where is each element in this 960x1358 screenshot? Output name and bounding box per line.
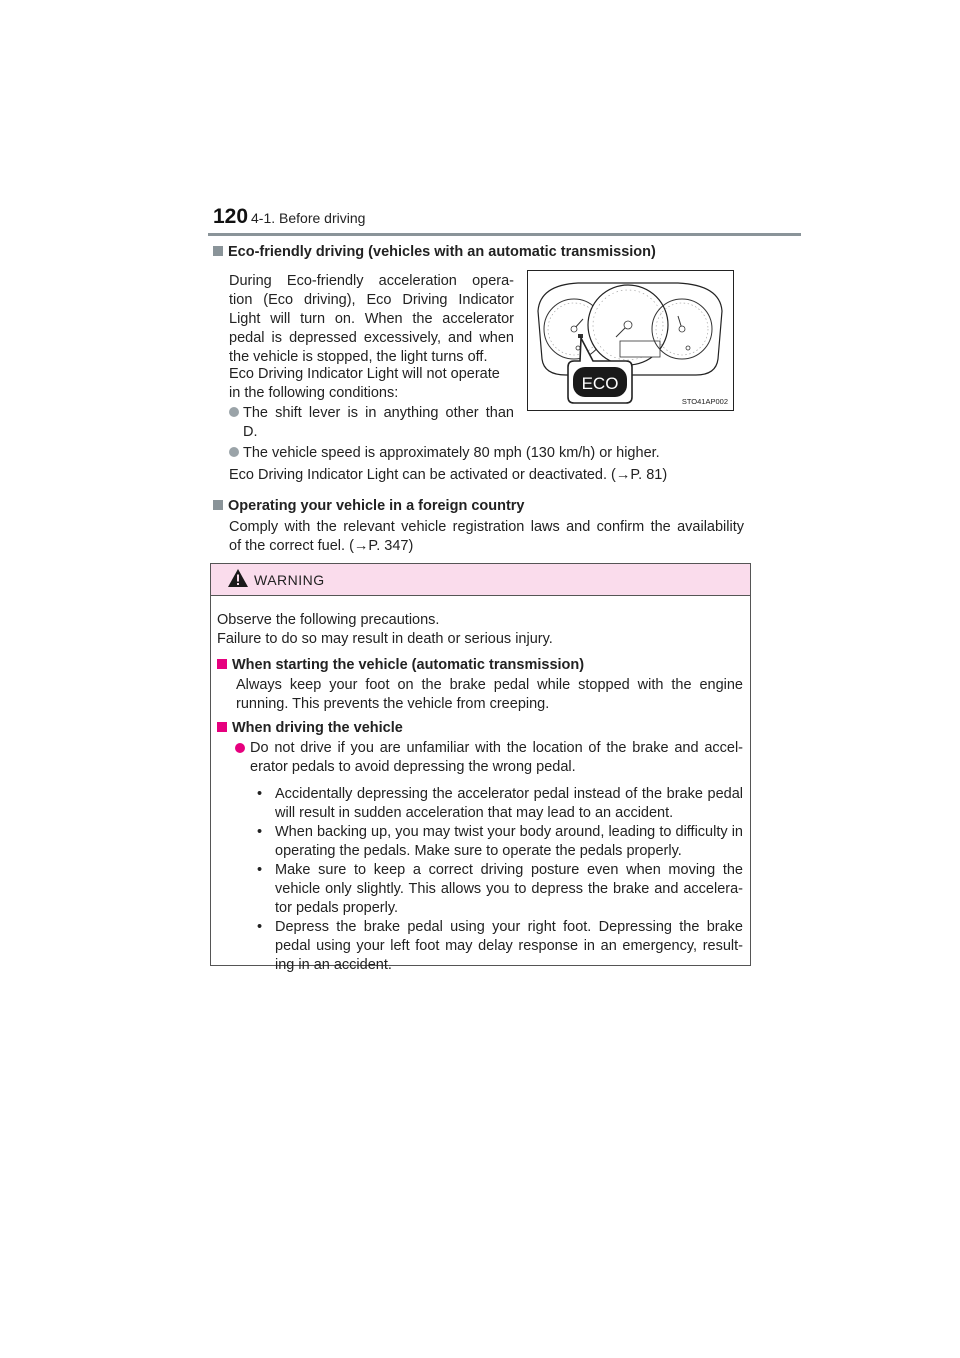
warning-s2-bullet	[217, 739, 743, 777]
circle-bullet-icon	[229, 447, 239, 457]
warning-triangle-icon	[227, 568, 249, 588]
eco-label: ECO	[581, 374, 619, 393]
eco-bullet-1	[229, 404, 514, 442]
eco-para2-line: in the following conditions:	[229, 385, 399, 401]
eco-note: Eco Driving Indicator Light can be activated or deactivated. (→P. 81)	[229, 467, 668, 483]
square-bullet-icon	[213, 246, 223, 256]
instrument-cluster-figure	[527, 270, 734, 411]
warning-s2-heading-text: When driving the vehicle	[232, 720, 403, 736]
instrument-cluster-illustration	[528, 271, 733, 410]
eco-paragraph-1	[229, 272, 514, 367]
warning-sub-text: Depress the brake pedal using your right foot. Depressing the brake pedal using your left foot may delay response in an emergency, result-ing in an accident.	[275, 919, 743, 973]
page-number: 120	[213, 205, 249, 228]
foreign-heading	[213, 497, 525, 516]
warning-sub-text: Make sure to keep a correct driving posture even when moving the vehicle only slightly. This allows you to depress the brake and accelera-tor pedals properly.	[275, 862, 743, 916]
eco-heading	[213, 243, 656, 262]
warning-intro-1: Observe the following precautions.	[217, 612, 440, 628]
list-item: • Make sure to keep a correct driving posture even when moving the vehicle only slightly. This allows you to depress the brake and accelera-tor pedals properly.	[257, 862, 743, 916]
eco-paragraph-2	[229, 365, 514, 403]
header-rule	[208, 233, 801, 236]
warning-s1-body: Always keep your foot on the brake pedal while stopped with the engine running. This prevents the vehicle from creeping.	[236, 677, 743, 712]
warning-box	[210, 563, 751, 973]
eco-para1-line: tion (Eco driving), Eco Driving Indicator	[229, 292, 514, 308]
foreign-body	[229, 518, 744, 556]
eco-para1-line: pedal is depressed excessively, and when	[229, 330, 514, 346]
warning-s1-heading	[217, 656, 743, 675]
foreign-heading-text: Operating your vehicle in a foreign country	[228, 498, 525, 514]
eco-bullet-2-text: The vehicle speed is approximately 80 mph (130 km/h) or higher.	[243, 445, 660, 461]
warning-intro-2: Failure to do so may result in death or serious injury.	[217, 631, 553, 647]
eco-para2-line: Eco Driving Indicator Light will not operate	[229, 366, 500, 382]
list-item: • When backing up, you may twist your body around, leading to difficulty in operating the pedals. Make sure to operate the pedals properly.	[257, 824, 743, 859]
warning-s1-heading-text: When starting the vehicle (automatic transmission)	[232, 657, 585, 673]
section-title: 4-1. Before driving	[251, 210, 366, 226]
foreign-line-1: Comply with the relevant vehicle registration laws and confirm the availability	[229, 519, 744, 535]
list-item: • Accidentally depressing the accelerator pedal instead of the brake pedal will result in sudden acceleration that may lead to an accident.	[257, 786, 743, 821]
circle-bullet-icon	[235, 743, 245, 753]
eco-para1-line: the vehicle is stopped, the light turns off.	[229, 349, 488, 365]
warning-sub-text: When backing up, you may twist your body around, leading to difficulty in operating the pedals. Make sure to operate the pedals properly.	[275, 824, 743, 859]
eco-heading-text: Eco-friendly driving (vehicles with an automatic transmission)	[228, 244, 656, 260]
square-bullet-icon	[217, 722, 227, 732]
eco-bullet-1-line2: D.	[243, 424, 258, 440]
eco-para1-line: During Eco-friendly acceleration opera-	[229, 273, 514, 289]
warning-sub-list	[217, 785, 743, 975]
list-item: • Depress the brake pedal using your right foot. Depressing the brake pedal using your left foot may delay response in an emergency, result-ing in an accident.	[257, 919, 743, 973]
circle-bullet-icon	[229, 407, 239, 417]
eco-para1-line: Light will turn on. When the accelerator	[229, 311, 514, 327]
warning-s2-heading	[217, 719, 743, 738]
eco-bullet-2	[229, 444, 660, 463]
warning-sub-text: Accidentally depressing the accelerator pedal instead of the brake pedal will result in sudden acceleration that may lead to an accident.	[275, 786, 743, 821]
warning-content	[217, 611, 743, 975]
square-bullet-icon	[217, 659, 227, 669]
square-bullet-icon	[213, 500, 223, 510]
warning-s2-bullet-text: Do not drive if you are unfamiliar with the location of the brake and accel-erator pedals to avoid depressing the wrong pedal.	[250, 740, 743, 775]
warning-label: WARNING	[254, 572, 325, 588]
foreign-line-2: of the correct fuel. (→P. 347)	[229, 538, 414, 554]
eco-bullet-1-line1: The shift lever is in anything other than	[243, 405, 514, 421]
figure-id: STO41AP002	[681, 397, 728, 406]
warning-header	[211, 564, 750, 596]
